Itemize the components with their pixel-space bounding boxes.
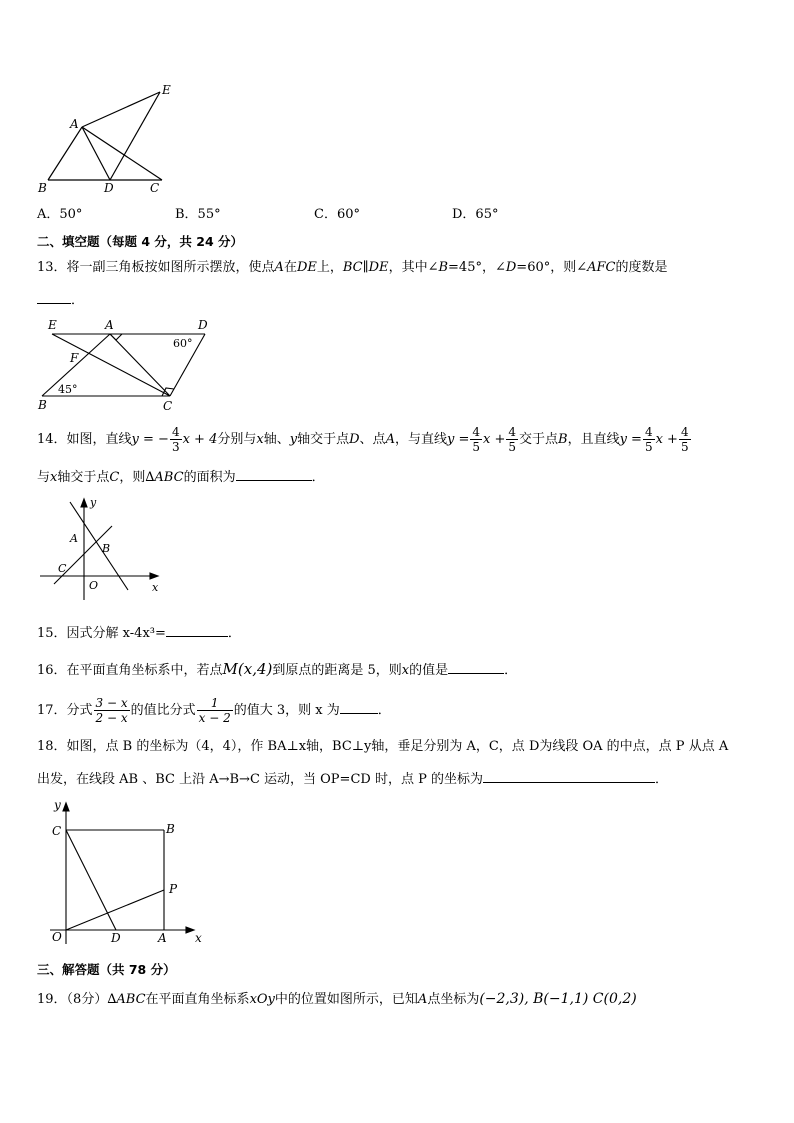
q15-text: 15．因式分解 x-4x³= ．: [37, 626, 241, 641]
q13-label-c: C: [163, 399, 173, 413]
q14-line1: 14．如图，直线y = − $\frac{4}{3}$ x + 4分别与x轴、y轴交于点D、点A，与直线y = $\frac{4}{5}$ x + $\frac{4}{5}$ 交于点B，且直线y = $\frac{4}{5}$ x + $\frac{4}{5}$: [37, 425, 689, 454]
q14-label-a: A: [70, 532, 78, 545]
q18-label-o: O: [52, 930, 62, 944]
option-d: D．65°: [452, 207, 499, 222]
q14-label-o: O: [89, 579, 99, 592]
q13-text: 13．将一副三角板按如图所示摆放，使点A在DE上，BC∥DE，其中∠B=45°，∠D=60°，则∠AFC的度数是: [37, 260, 668, 275]
q16-blank[interactable]: [448, 661, 504, 674]
q18-label-a: A: [158, 931, 167, 945]
q17-text: 17．分式 $\frac{3 - x}{2 - x}$ 的值比分式 $\frac{1}{x - 2}$ 的值大 3，则 x 为 ．: [37, 696, 391, 725]
q13-label-b: B: [38, 398, 47, 412]
q18-label-d: D: [111, 931, 121, 945]
q14-label-x: x: [152, 581, 159, 594]
q13-angle-60: 60°: [173, 337, 193, 350]
q17-blank[interactable]: [340, 701, 378, 714]
q14-blank[interactable]: [236, 468, 312, 481]
q18-blank[interactable]: [483, 770, 655, 783]
q13-blank[interactable]: [37, 291, 71, 304]
q18-figure: [40, 792, 210, 952]
label-a: A: [70, 117, 79, 131]
q13-label-e: E: [48, 318, 57, 332]
q14-label-y: y: [90, 496, 97, 509]
q13-label-a: A: [105, 318, 114, 332]
q18-label-p: P: [169, 882, 178, 896]
label-b: B: [38, 181, 47, 195]
q18-label-b: B: [166, 822, 175, 836]
q14-line2: 与x轴交于点C，则∆ABC的面积为 ．: [37, 470, 325, 485]
q13-answer: ．: [37, 291, 84, 310]
q16-text: 16．在平面直角坐标系中，若点M(x,4)到原点的距离是 5，则x的值是 ．: [37, 660, 518, 678]
option-b: B．55°: [175, 207, 221, 222]
q15-blank[interactable]: [166, 624, 228, 637]
q18-label-c: C: [52, 824, 62, 838]
q14-figure: [36, 492, 166, 604]
q18-label-y: y: [54, 798, 61, 812]
q18-line1: 18．如图，点 B 的坐标为（4，4），作 BA⊥x轴，BC⊥y轴，垂足分别为 A，C，点 D为线段 OA 的中点，点 P 从点 A: [37, 739, 729, 754]
label-d: D: [104, 181, 114, 195]
q14-label-b: B: [102, 542, 111, 555]
q13-figure: [30, 314, 220, 414]
label-e: E: [162, 83, 171, 97]
q13-label-d: D: [198, 318, 208, 332]
q18-line2: 出发，在线段 AB 、BC 上沿 A→B→C 运动，当 OP=CD 时，点 P 的坐标为 ．: [37, 772, 668, 787]
option-a: A．50°: [37, 207, 83, 222]
q18-label-x: x: [195, 931, 202, 945]
section-2-title: 二、填空题（每题 4 分，共 24 分）: [37, 234, 244, 249]
section-3-title: 三、解答题（共 78 分）: [37, 962, 176, 977]
q13-angle-45: 45°: [58, 383, 78, 396]
q19-text: 19．（8分）∆ABC在平面直角坐标系xOy中的位置如图所示，已知A点坐标为(−2,3), B(−1,1) C(0,2): [37, 991, 637, 1007]
option-c: C．60°: [314, 207, 360, 222]
label-c: C: [150, 181, 160, 195]
q13-label-f: F: [70, 351, 79, 365]
q14-label-c: C: [58, 562, 67, 575]
q12-figure: [30, 80, 190, 195]
